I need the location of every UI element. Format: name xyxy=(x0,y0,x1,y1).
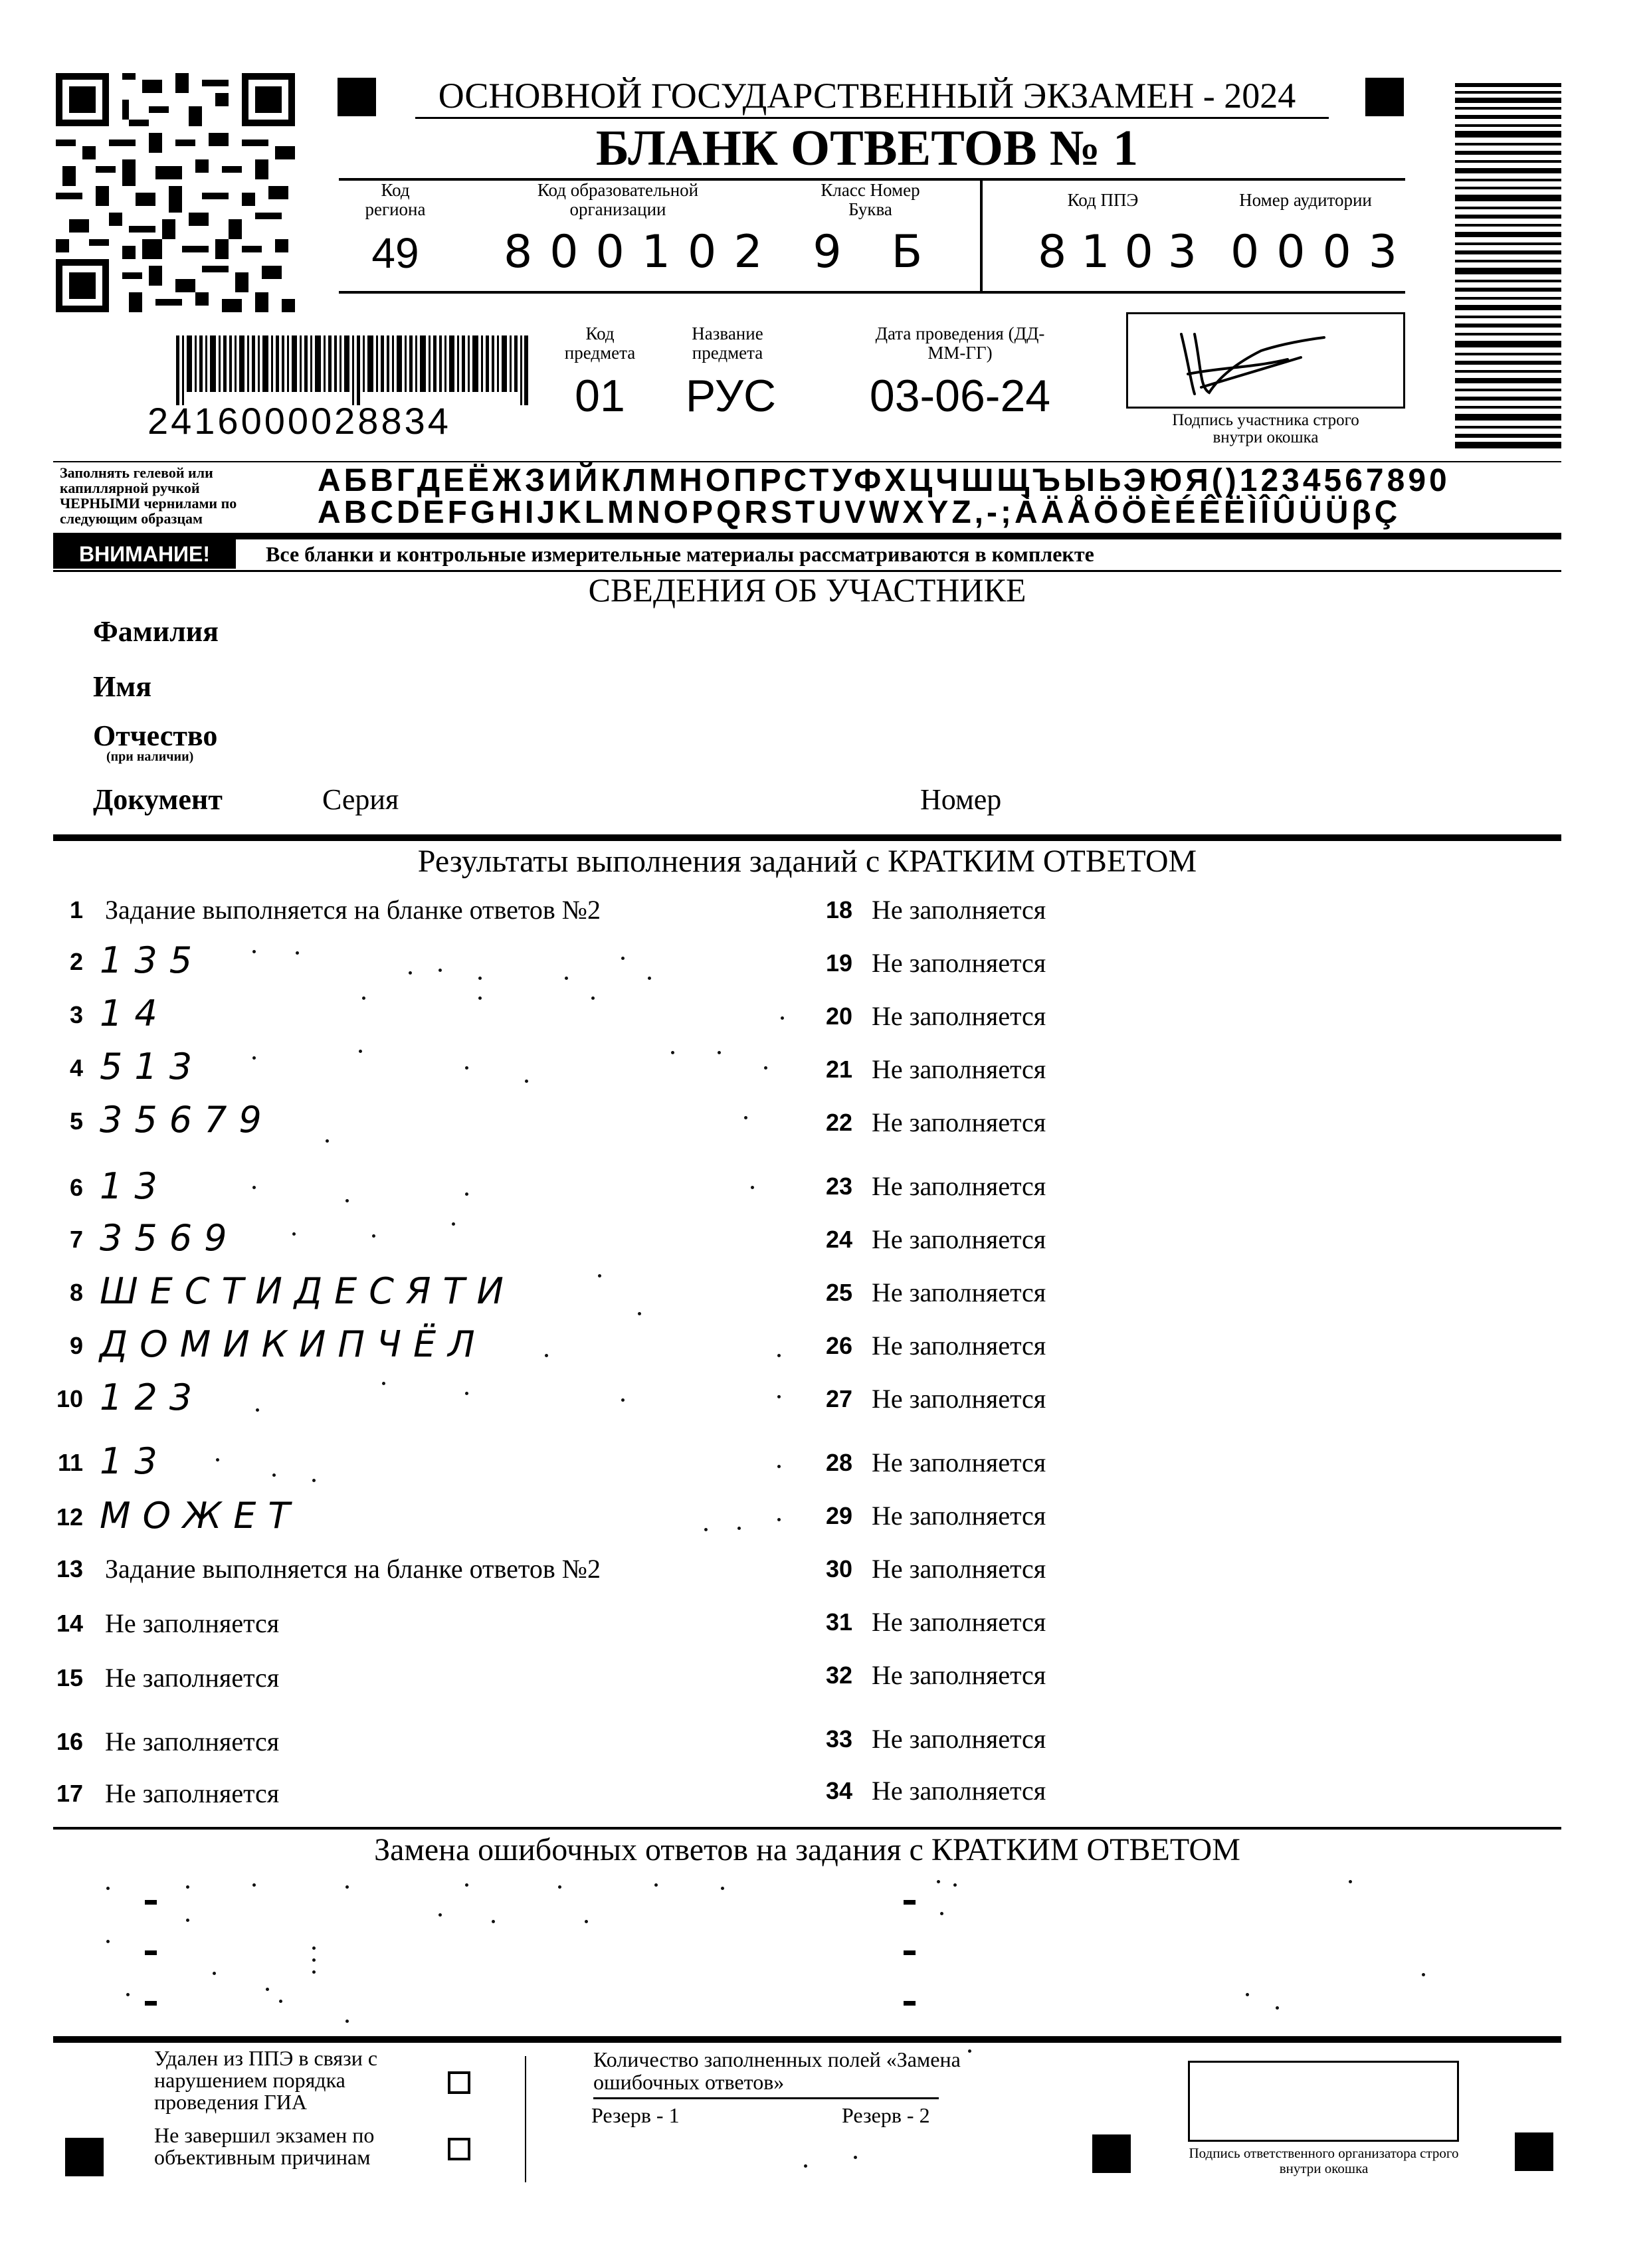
replacement-right-1-dash xyxy=(904,1900,916,1905)
result-text: Не заполняется xyxy=(872,1501,1046,1531)
result-text: Не заполняется xyxy=(872,1384,1046,1414)
organizer-signature-box[interactable] xyxy=(1188,2061,1459,2142)
surname-label: Фамилия xyxy=(93,615,219,648)
footer-top-line xyxy=(53,2036,1561,2043)
result-text: Не заполняется xyxy=(872,1607,1046,1637)
name-label: Имя xyxy=(93,670,151,703)
room-label: Номер аудитории xyxy=(1239,190,1372,210)
signature-icon xyxy=(1161,321,1334,404)
result-number: 7 xyxy=(69,1226,83,1253)
result-text: Не заполняется xyxy=(872,1054,1046,1084)
qr-code xyxy=(56,73,295,312)
result-number: 9 xyxy=(69,1332,83,1359)
result-number: 17 xyxy=(56,1780,83,1807)
replacement-right-2-dash xyxy=(904,1950,916,1955)
results-top-line xyxy=(53,834,1561,841)
result-text: Не заполняется xyxy=(872,1776,1046,1806)
result-number: 5 xyxy=(69,1107,83,1135)
result-number: 23 xyxy=(825,1173,852,1200)
subject-code-label: Код предмета xyxy=(564,324,636,363)
codes-bottom-line xyxy=(339,291,1405,294)
reserve-1-label: Резерв - 1 xyxy=(591,2103,680,2127)
org-label: Код образовательной организации xyxy=(537,180,699,219)
replacement-left-3-dash xyxy=(145,2001,157,2006)
result-text: Не заполняется xyxy=(872,1224,1046,1254)
count-underline xyxy=(593,2097,939,2099)
subject-name-value: РУС xyxy=(685,371,777,421)
participant-section-title: СВЕДЕНИЯ ОБ УЧАСТНИКЕ xyxy=(588,571,1026,609)
result-answer-field[interactable]: ДОМИКИПЧЁЛ xyxy=(100,1323,487,1365)
warning-text: Все бланки и контрольные измерительные материалы рассматриваются в комплекте xyxy=(266,542,1094,566)
not-finished-checkbox[interactable] xyxy=(448,2138,470,2160)
date-label: Дата проведения (ДД-ММ-ГГ) xyxy=(875,324,1045,363)
result-number: 24 xyxy=(825,1226,852,1253)
corner-mark-bottom-left xyxy=(65,2138,104,2176)
result-number: 33 xyxy=(825,1725,852,1752)
signature-caption: Подпись участника строго внутри окошка xyxy=(1172,411,1359,446)
result-text: Не заполняется xyxy=(105,1663,280,1693)
result-answer-field[interactable]: 14 xyxy=(100,992,169,1034)
codes-divider xyxy=(980,178,983,291)
result-number: 34 xyxy=(825,1777,852,1804)
result-number: 25 xyxy=(825,1279,852,1306)
ppe-label: Код ППЭ xyxy=(1067,190,1139,210)
warning-badge: ВНИМАНИЕ! xyxy=(53,539,236,569)
removed-label: Удален из ППЭ в связи с нарушением порядка проведения ГИА xyxy=(154,2046,378,2114)
result-number: 28 xyxy=(825,1449,852,1476)
result-answer-field[interactable]: 123 xyxy=(100,1376,205,1418)
region-value: 49 xyxy=(371,229,419,277)
result-text: Не заполняется xyxy=(872,1107,1046,1137)
result-text: Не заполняется xyxy=(105,1608,280,1638)
subject-name-label: Название предмета xyxy=(692,324,763,363)
result-number: 21 xyxy=(825,1056,852,1083)
participant-signature-box[interactable] xyxy=(1126,312,1405,409)
result-number: 8 xyxy=(69,1279,83,1306)
result-number: 32 xyxy=(825,1661,852,1689)
result-number: 26 xyxy=(825,1332,852,1359)
replacement-right-3-dash xyxy=(904,2001,916,2006)
result-text: Не заполняется xyxy=(872,1724,1046,1754)
result-number: 15 xyxy=(56,1664,83,1691)
result-number: 19 xyxy=(825,949,852,977)
replacement-left-1-dash xyxy=(145,1900,157,1905)
org-value: 800102 xyxy=(504,226,780,278)
not-finished-label: Не завершил экзамен по объективным причинам xyxy=(154,2123,375,2169)
replacement-left-2-dash xyxy=(145,1950,157,1955)
result-number: 18 xyxy=(825,896,852,923)
result-number: 4 xyxy=(69,1054,83,1082)
corner-mark-bottom-right xyxy=(1515,2132,1553,2171)
result-number: 31 xyxy=(825,1608,852,1636)
result-number: 22 xyxy=(825,1109,852,1136)
result-text: Не заполняется xyxy=(872,1171,1046,1201)
date-value: 03-06-24 xyxy=(869,371,1051,421)
result-number: 6 xyxy=(69,1174,83,1201)
form-barcode xyxy=(176,335,528,405)
document-label: Документ xyxy=(93,783,223,816)
results-title: Результаты выполнения заданий с КРАТКИМ ОТВЕТОМ xyxy=(417,844,1197,879)
ppe-value: 8103 xyxy=(1038,226,1212,278)
form-title: БЛАНК ОТВЕТОВ № 1 xyxy=(595,120,1139,176)
subject-code-value: 01 xyxy=(575,371,625,421)
result-answer-field[interactable]: 135 xyxy=(100,939,205,981)
corner-mark-top-left xyxy=(338,78,376,116)
result-answer-field[interactable]: 3569 xyxy=(100,1217,239,1259)
class-number: 9 xyxy=(813,226,842,278)
corner-mark-top-right xyxy=(1365,78,1404,116)
result-number: 14 xyxy=(56,1610,83,1637)
organizer-signature-caption: Подпись ответственного организатора строго внутри окошка xyxy=(1189,2145,1459,2176)
count-label: Количество заполненных полей «Замена ошибочных ответов» xyxy=(593,2047,961,2094)
sample-instruction: Заполнять гелевой или капиллярной ручкой ЧЕРНЫМИ чернилами по следующим образцам xyxy=(60,464,237,527)
barcode-number: 2416000028834 xyxy=(147,400,451,442)
side-barcode xyxy=(1455,83,1561,448)
result-number: 13 xyxy=(56,1555,83,1582)
removed-checkbox[interactable] xyxy=(448,2071,470,2094)
sample-bottom-line xyxy=(53,533,1561,539)
result-number: 1 xyxy=(69,896,83,923)
result-text: Не заполняется xyxy=(872,895,1046,925)
result-answer-field[interactable]: 13 xyxy=(100,1165,169,1207)
result-answer-field[interactable]: 35679 xyxy=(100,1099,274,1141)
result-number: 10 xyxy=(56,1385,83,1412)
result-answer-field[interactable]: 513 xyxy=(100,1046,205,1087)
result-text: Не заполняется xyxy=(872,1448,1046,1477)
region-label: Код региона xyxy=(365,180,426,219)
replacement-title: Замена ошибочных ответов на задания с КРАТКИМ ОТВЕТОМ xyxy=(374,1832,1240,1867)
patronymic-note: (при наличии) xyxy=(106,749,194,764)
result-number: 3 xyxy=(69,1001,83,1028)
result-text: Не заполняется xyxy=(872,1277,1046,1307)
sample-row-latin: ABCDEFGHIJKLMNOPQRSTUVWXYZ,-;ÀÄÅÖÖÈÉÊËÌÎÛÜÜβÇ xyxy=(318,495,1401,530)
reserve-2-label: Резерв - 2 xyxy=(842,2103,930,2127)
result-number: 30 xyxy=(825,1555,852,1582)
result-number: 12 xyxy=(56,1503,83,1531)
series-label: Серия xyxy=(322,783,399,816)
result-text: Не заполняется xyxy=(105,1778,280,1808)
result-number: 16 xyxy=(56,1728,83,1755)
class-label: Класс Номер Буква xyxy=(821,180,920,219)
number-label: Номер xyxy=(920,783,1002,816)
class-letter: Б xyxy=(891,226,923,278)
result-answer-field[interactable]: 13 xyxy=(100,1440,169,1482)
room-value: 0003 xyxy=(1230,226,1415,278)
corner-mark-bottom-middle xyxy=(1092,2134,1131,2173)
result-number: 11 xyxy=(57,1449,83,1476)
results-bottom-line xyxy=(53,1827,1561,1830)
result-number: 27 xyxy=(825,1385,852,1412)
result-text: Не заполняется xyxy=(872,1660,1046,1690)
result-number: 29 xyxy=(825,1502,852,1529)
sample-row-cyrillic: АБВГДЕЁЖЗИЙКЛМНОПРСТУФХЦЧШЩЪЫЬЭЮЯ()1234567890 xyxy=(318,463,1450,498)
result-text: Не заполняется xyxy=(872,1001,1046,1031)
result-text: Задание выполняется на бланке ответов №2 xyxy=(105,895,601,925)
result-text: Не заполняется xyxy=(872,1331,1046,1361)
result-number: 20 xyxy=(825,1002,852,1030)
result-number: 2 xyxy=(69,948,83,975)
result-text: Задание выполняется на бланке ответов №2 xyxy=(105,1554,601,1584)
result-answer-field[interactable]: МОЖЕТ xyxy=(100,1495,302,1537)
result-answer-field[interactable]: ШЕСТИДЕСЯТИ xyxy=(100,1270,516,1312)
result-text: Не заполняется xyxy=(105,1727,280,1756)
footer-divider xyxy=(525,2056,526,2182)
result-text: Не заполняется xyxy=(872,948,1046,978)
patronymic-label: Отчество xyxy=(93,719,218,752)
result-text: Не заполняется xyxy=(872,1554,1046,1584)
exam-title: ОСНОВНОЙ ГОСУДАРСТВЕННЫЙ ЭКЗАМЕН - 2024 xyxy=(438,76,1296,116)
